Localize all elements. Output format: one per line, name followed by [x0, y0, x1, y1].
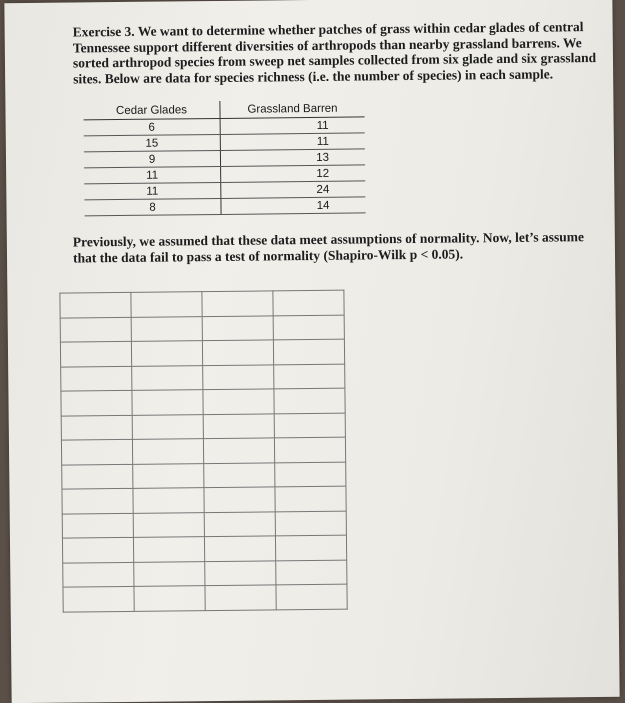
- grassland-value: 12: [221, 165, 366, 183]
- blank-grid-row: [62, 462, 346, 489]
- blank-grid-cell: [63, 586, 134, 611]
- blank-grid-cell: [62, 464, 133, 489]
- blank-grid-cell: [274, 364, 345, 389]
- blank-grid-cell: [133, 488, 204, 513]
- header-cedar-glades: Cedar Glades: [83, 101, 220, 120]
- blank-grid-row: [63, 584, 347, 611]
- blank-grid-cell: [203, 364, 274, 389]
- blank-grid-cell: [275, 535, 346, 560]
- normality-note-text: Previously, we assumed that these data meet assumptions of normality. Now, let’s assume that the data fail to pass a test of normality (Shapiro-Wilk p < 0.05).: [72, 229, 585, 265]
- blank-grid-row: [63, 560, 347, 587]
- blank-answer-grid: [59, 290, 347, 612]
- blank-grid-cell: [204, 462, 275, 487]
- grassland-value: 13: [220, 149, 365, 167]
- blank-grid-cell: [132, 390, 203, 415]
- blank-grid-cell: [62, 488, 133, 513]
- blank-grid-cell: [205, 585, 276, 610]
- blank-grid-cell: [61, 390, 132, 415]
- blank-grid-cell: [203, 389, 274, 414]
- blank-grid-cell: [60, 317, 131, 342]
- blank-grid-cell: [131, 292, 202, 317]
- blank-grid-cell: [133, 512, 204, 537]
- blank-grid-cell: [273, 290, 344, 315]
- blank-grid-cell: [203, 413, 274, 438]
- blank-grid-row: [61, 413, 345, 440]
- cedar-value: 9: [84, 150, 221, 167]
- blank-grid-cell: [274, 437, 345, 462]
- blank-grid-row: [61, 388, 345, 415]
- blank-grid-cell: [60, 341, 131, 366]
- header-grassland-barren: Grassland Barren: [220, 99, 365, 118]
- worksheet-page: [4, 0, 619, 703]
- cedar-value: 11: [84, 166, 221, 183]
- blank-grid-cell: [275, 462, 346, 487]
- blank-grid-row: [60, 315, 344, 342]
- species-richness-table: [83, 99, 365, 216]
- blank-grid-cell: [60, 292, 131, 317]
- blank-grid-cell: [61, 366, 132, 391]
- blank-grid-row: [60, 290, 344, 317]
- blank-grid-cell: [202, 291, 273, 316]
- normality-note: [73, 229, 603, 266]
- blank-grid-cell: [134, 586, 205, 611]
- blank-grid-cell: [276, 584, 347, 609]
- blank-grid-cell: [134, 561, 205, 586]
- blank-grid-cell: [204, 487, 275, 512]
- cedar-value: 11: [84, 182, 221, 199]
- blank-grid-row: [62, 535, 346, 562]
- blank-grid-cell: [61, 415, 132, 440]
- blank-grid-cell: [276, 560, 347, 585]
- exercise-intro-text: Exercise 3. We want to determine whether patches of grass within cedar glades of central Tennessee support different diversities of arthropods than nearby grassland barrens. We sorted arthropod species from sweep net samples collected from six glade and six grassland sites. Below are data for species richness (i.e. the number of species) in each sample.: [72, 19, 597, 86]
- blank-grid-cell: [273, 339, 344, 364]
- cedar-value: 15: [84, 134, 221, 151]
- exercise-intro: [73, 19, 604, 87]
- blank-grid-cell: [274, 388, 345, 413]
- cedar-value: 6: [84, 118, 221, 135]
- blank-grid-cell: [61, 439, 132, 464]
- blank-grid-cell: [62, 513, 133, 538]
- blank-grid-cell: [133, 537, 204, 562]
- blank-grid-cell: [63, 562, 134, 587]
- blank-grid-cell: [132, 365, 203, 390]
- blank-grid-row: [61, 364, 345, 391]
- blank-grid-cell: [205, 560, 276, 585]
- blank-grid-cell: [275, 511, 346, 536]
- blank-grid-cell: [274, 413, 345, 438]
- grassland-value: 14: [221, 197, 366, 215]
- blank-grid-cell: [131, 316, 202, 341]
- grassland-value: 11: [220, 133, 365, 151]
- grassland-value: 24: [221, 181, 366, 199]
- grassland-value: 11: [220, 117, 365, 135]
- blank-grid-cell: [204, 536, 275, 561]
- blank-grid-cell: [132, 439, 203, 464]
- blank-grid-cell: [202, 315, 273, 340]
- blank-grid-cell: [133, 463, 204, 488]
- blank-grid-cell: [204, 511, 275, 536]
- blank-grid-cell: [132, 414, 203, 439]
- table-row: [84, 197, 365, 216]
- blank-grid-row: [60, 339, 344, 366]
- blank-grid-cell: [62, 537, 133, 562]
- blank-grid-cell: [131, 341, 202, 366]
- blank-grid-cell: [273, 315, 344, 340]
- blank-grid-cell: [203, 438, 274, 463]
- blank-grid-row: [61, 437, 345, 464]
- blank-grid-cell: [202, 340, 273, 365]
- blank-grid-cell: [275, 486, 346, 511]
- blank-grid-row: [62, 511, 346, 538]
- blank-grid-row: [62, 486, 346, 513]
- cedar-value: 8: [84, 198, 221, 215]
